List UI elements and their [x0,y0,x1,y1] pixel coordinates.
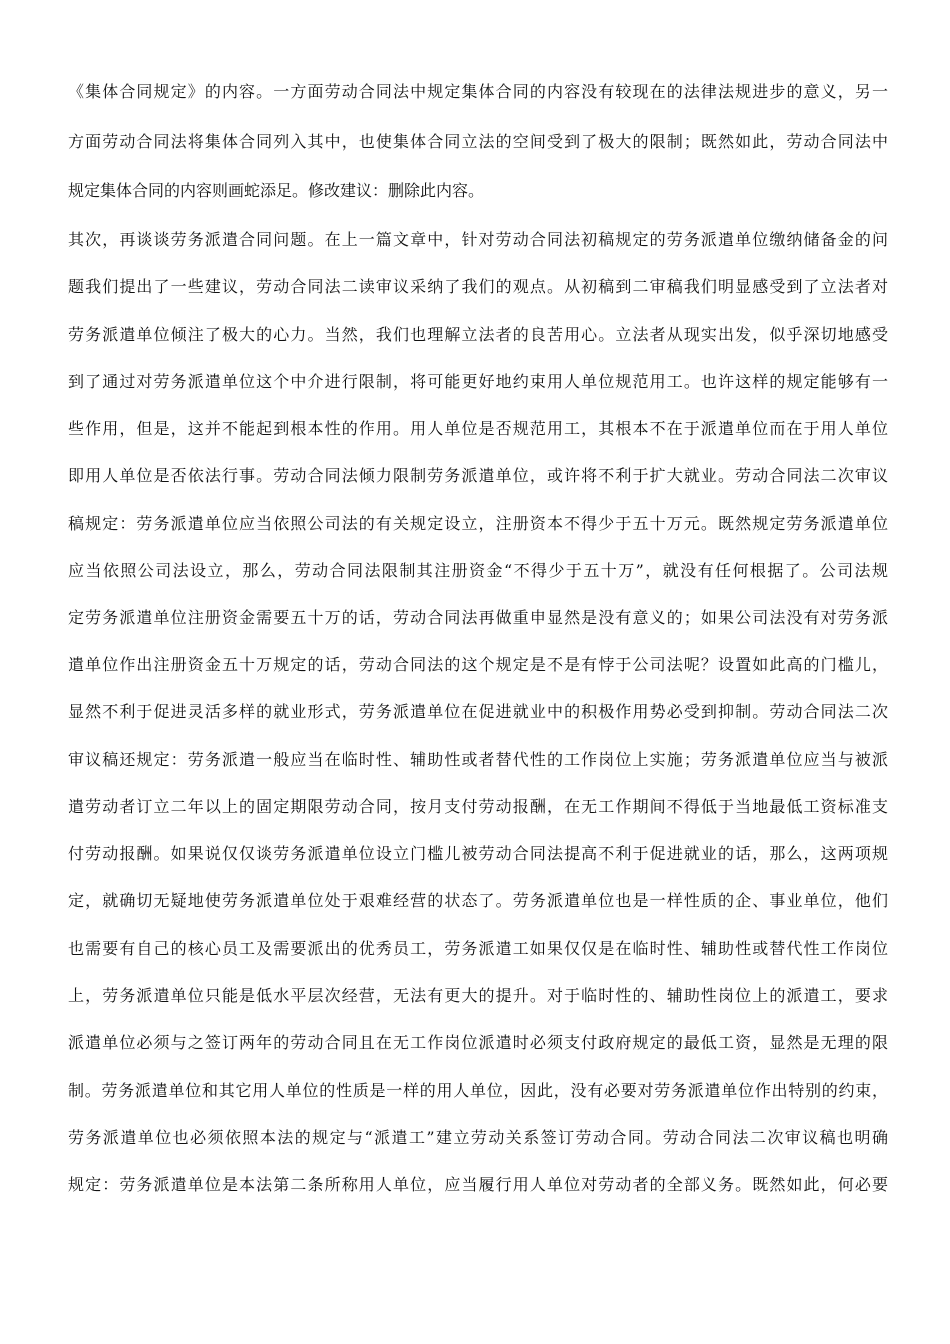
text-line: 《集体合同规定》的内容。一方面劳动合同法中规定集体合同的内容没有较现在的法律法规进步的意义，另一 [68,82,888,101]
text-line: 付劳动报酬。如果说仅仅谈劳务派遣单位设立门槛儿被劳动合同法提高不利于促进就业的话，那么，这两项规 [68,844,888,863]
text-line: 上，劳务派遣单位只能是低水平层次经营，无法有更大的提升。对于临时性的、辅助性岗位上的派遣工，要求 [68,986,888,1005]
text-line: 些作用，但是，这并不能起到根本性的作用。用人单位是否规范用工，其根本不在于派遣单位而在于用人单位 [68,419,888,438]
text-line: 定劳务派遣单位注册资金需要五十万的话，劳动合同法再做重申显然是没有意义的；如果公司法没有对劳务派 [68,608,888,627]
text-line: 规定：劳务派遣单位是本法第二条所称用人单位，应当履行用人单位对劳动者的全部义务。既然如此，何必要 [68,1175,888,1194]
text-line: 题我们提出了一些建议，劳动合同法二读审议采纳了我们的观点。从初稿到二审稿我们明显感受到了立法者对 [68,277,888,296]
text-line: 遣劳动者订立二年以上的固定期限劳动合同，按月支付劳动报酬，在无工作期间不得低于当地最低工资标准支 [68,797,888,816]
text-line: 其次，再谈谈劳务派遣合同问题。在上一篇文章中，针对劳动合同法初稿规定的劳务派遣单位缴纳储备金的问 [68,230,888,249]
text-line: 规定集体合同的内容则画蛇添足。修改建议：删除此内容。 [68,181,485,200]
text-line: 遣单位作出注册资金五十万规定的话，劳动合同法的这个规定是不是有悖于公司法呢？设置如此高的门槛儿， [68,655,888,674]
text-line: 到了通过对劳务派遣单位这个中介进行限制，将可能更好地约束用人单位规范用工。也许这样的规定能够有一 [68,372,888,391]
text-line: 即用人单位是否依法行事。劳动合同法倾力限制劳务派遣单位，或许将不利于扩大就业。劳动合同法二次审议 [68,466,888,485]
text-line: 显然不利于促进灵活多样的就业形式，劳务派遣单位在促进就业中的积极作用势必受到抑制。劳动合同法二次 [68,702,888,721]
text-line: 应当依照公司法设立，那么，劳动合同法限制其注册资金“不得少于五十万”，就没有任何根据了。公司法规 [68,561,888,580]
text-line: 审议稿还规定：劳务派遣一般应当在临时性、辅助性或者替代性的工作岗位上实施；劳务派遣单位应当与被派 [68,750,888,769]
text-line: 派遣单位必须与之签订两年的劳动合同且在无工作岗位派遣时必须支付政府规定的最低工资，显然是无理的限 [68,1033,888,1052]
text-line: 制。劳务派遣单位和其它用人单位的性质是一样的用人单位，因此，没有必要对劳务派遣单位作出特别的约束， [68,1081,888,1100]
text-line: 稿规定：劳务派遣单位应当依照公司法的有关规定设立，注册资本不得少于五十万元。既然规定劳务派遣单位 [68,514,888,533]
text-line: 定，就确切无疑地使劳务派遣单位处于艰难经营的状态了。劳务派遣单位也是一样性质的企、事业单位，他们 [68,891,888,910]
text-line: 劳务派遣单位也必须依照本法的规定与“派遣工”建立劳动关系签订劳动合同。劳动合同法二次审议稿也明确 [68,1128,888,1147]
text-line: 也需要有自己的核心员工及需要派出的优秀员工，劳务派遣工如果仅仅是在临时性、辅助性或替代性工作岗位 [68,939,888,958]
text-line: 劳务派遣单位倾注了极大的心力。当然，我们也理解立法者的良苦用心。立法者从现实出发，似乎深切地感受 [68,325,888,344]
text-line: 方面劳动合同法将集体合同列入其中，也使集体合同立法的空间受到了极大的限制；既然如此，劳动合同法中 [68,132,888,151]
